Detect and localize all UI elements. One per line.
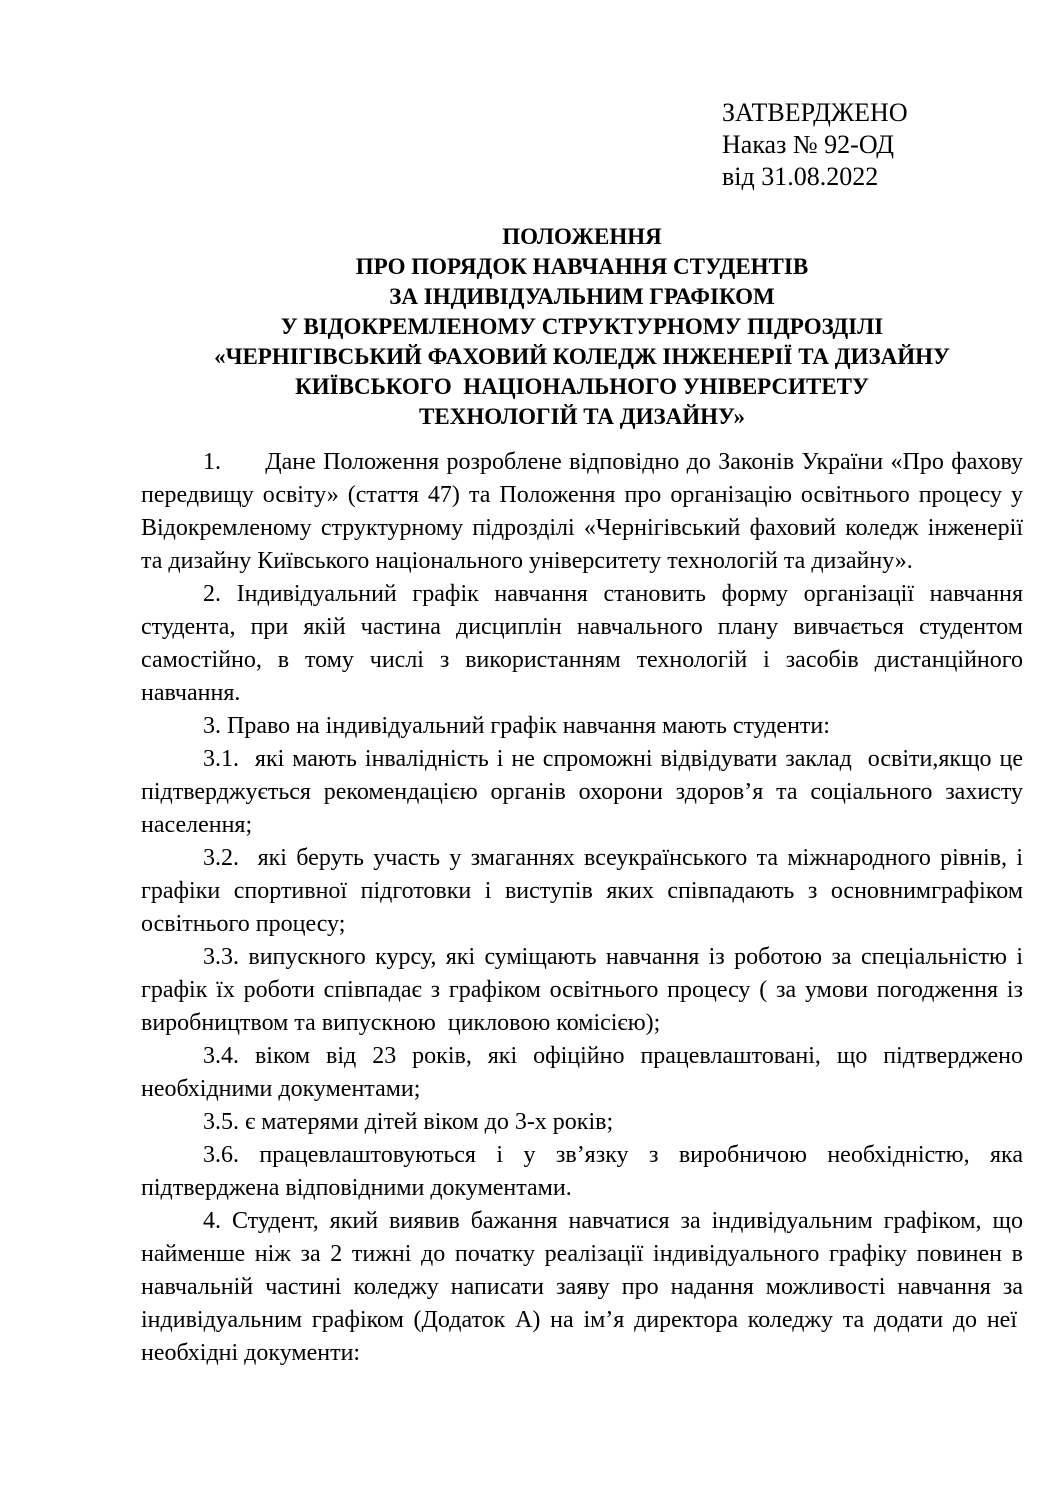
title-line-5: «ЧЕРНІГІВСЬКИЙ ФАХОВИЙ КОЛЕДЖ ІНЖЕНЕРІЇ ТА ДИЗАЙНУ [214, 344, 950, 369]
approval-order-date: від 31.08.2022 [722, 162, 879, 191]
paragraph-1: 1. Дане Положення розроблене відповідно до Законів України «Про фахову передвищу освіту» (стаття 47) та Положення про організацію освітнього процесу у Відокремленому структурному підрозділі «Чернігівський фаховий коледж інженерії та дизайну Київського національного університету технологій та дизайну». [141, 449, 1023, 574]
title-line-2: ПРО ПОРЯДОК НАВЧАННЯ СТУДЕНТІВ [355, 254, 809, 279]
paragraph-3: 3. Право на індивідуальний графік навчання мають студенти: [203, 713, 830, 739]
paragraph-4: 4. Студент, який виявив бажання навчатися за індивідуальним графіком, що найменше ніж за 2 тижні до початку реалізації індивідуального графіку повинен в навчальній частині коледжу написати заяву про надання можливості навчання за індивідуальним графіком (Додаток А) на ім’я директора коледжу та додати до неї необхідні документи: [141, 1208, 1023, 1366]
title-line-4: У ВІДОКРЕМЛЕНОМУ СТРУКТУРНОМУ ПІДРОЗДІЛІ [280, 314, 884, 339]
approval-block [722, 97, 908, 193]
title-line-6: КИЇВСЬКОГО НАЦІОНАЛЬНОГО УНІВЕРСИТЕТУ [295, 374, 869, 399]
paragraph-3-4: 3.4. віком від 23 років, які офіційно працевлаштовані, що підтверджено необхідними документами; [141, 1043, 1023, 1102]
title-line-7: ТЕХНОЛОГІЙ ТА ДИЗАЙНУ» [419, 404, 745, 429]
paragraph-3-5: 3.5. є матерями дітей віком до 3-х років; [203, 1109, 614, 1135]
approval-status: ЗАТВЕРДЖЕНО [722, 98, 908, 127]
document-body [141, 446, 1023, 1370]
document-title [141, 222, 1023, 432]
approval-order-number: Наказ № 92-ОД [722, 130, 895, 159]
paragraph-3-3: 3.3. випускного курсу, які суміщають навчання із роботою за спеціальністю і графік їх роботи співпадає з графіком освітнього процесу ( за умови погодження із виробництвом та випускною цикловою комісією); [141, 944, 1023, 1036]
paragraph-3-6: 3.6. працевлаштовуються і у зв’язку з виробничою необхідністю, яка підтверджена відповідними документами. [141, 1142, 1023, 1201]
paragraph-2: 2. Індивідуальний графік навчання становить форму організації навчання студента, при якій частина дисциплін навчального плану вивчається студентом самостійно, в тому числі з використанням технологій і засобів дистанційного навчання. [141, 581, 1023, 706]
paragraph-3-1: 3.1. які мають інвалідність і не спроможні відвідувати заклад освіти,якщо це підтверджується рекомендацією органів охорони здоров’я та соціального захисту населення; [141, 746, 1023, 838]
paragraph-3-2: 3.2. які беруть участь у змаганнях всеукраїнського та міжнародного рівнів, і графіки спортивної підготовки і виступів яких співпадають з основнимграфіком освітнього процесу; [141, 845, 1023, 937]
title-line-3: ЗА ІНДИВІДУАЛЬНИМ ГРАФІКОМ [389, 284, 775, 309]
title-line-1: ПОЛОЖЕННЯ [502, 224, 662, 249]
